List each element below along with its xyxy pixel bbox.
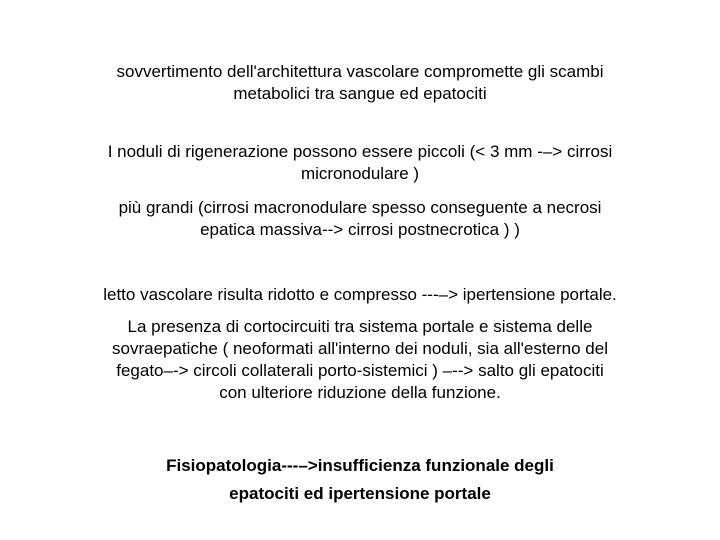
paragraph-large-nodules: più grandi (cirrosi macronodulare spesso conseguente a necrosi epatica massiva--> cirrosi postnecrotica ) ) [118,198,602,239]
paragraph-small-nodules: I noduli di rigenerazione possono essere piccoli (< 3 mm -–> cirrosi micronodulare ) [107,142,613,183]
paragraph-shunts: La presenza di cortocircuiti tra sistema portale e sistema delle sovraepatiche ( neoformati all'interno dei noduli, sia all'esterno del fegato–-> circoli collaterali porto-sistemici ) –--> salto gli epatociti con ulteriore riduzione della funzione. [112,317,608,402]
paragraph-vascular-bed: letto vascolare risulta ridotto e compresso ---–> ipertensione portale. [103,285,617,304]
conclusion-text: Fisiopatologia---–>insufficienza funzionale degli epatociti ed ipertensione portale [166,456,554,503]
paragraph-vascular-architecture: sovvertimento dell'architettura vascolare compromette gli scambi metabolici tra sangue ed epatociti [116,62,604,103]
